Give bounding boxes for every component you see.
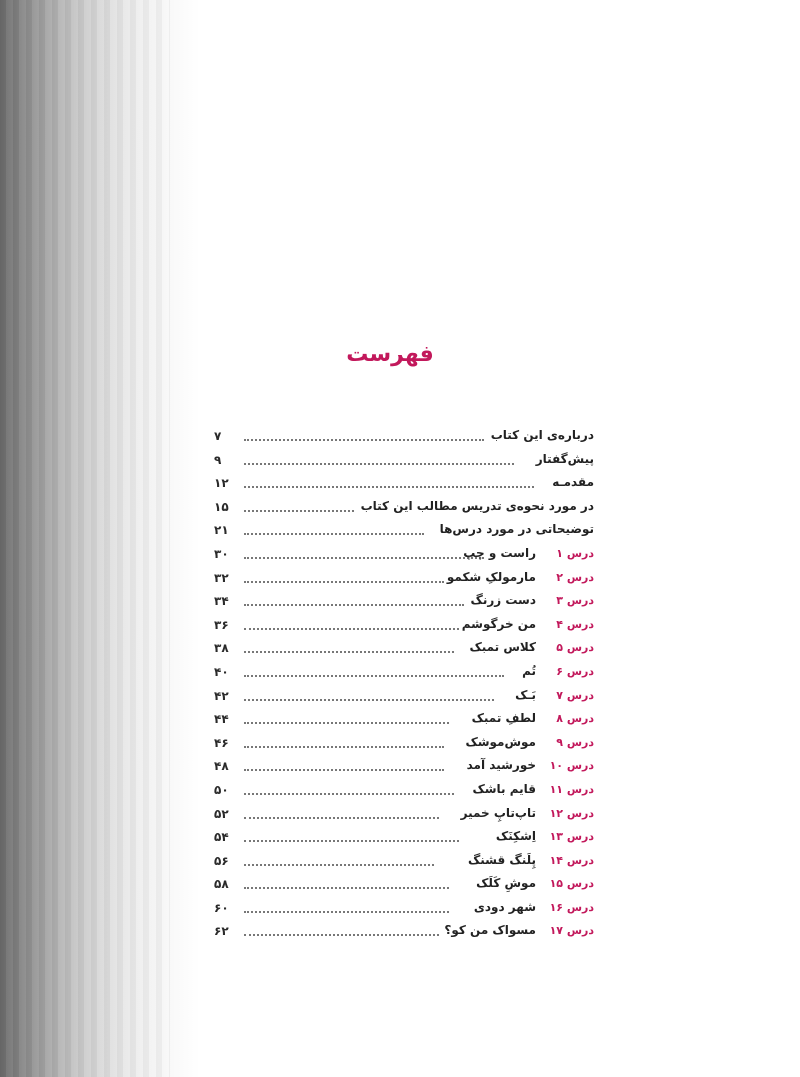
lesson-number: درس ۱۴ <box>549 853 594 867</box>
toc-row[interactable] <box>214 921 594 945</box>
dot-leader <box>244 696 494 701</box>
toc-page-number: ۴۸ <box>214 759 229 774</box>
spine-texture <box>0 0 170 1077</box>
toc-entry-label: من خرگوشم <box>461 616 536 631</box>
toc-row[interactable] <box>214 638 594 662</box>
toc-page-number: ۳۶ <box>214 617 229 632</box>
lesson-number: درس ۲ <box>556 570 594 584</box>
toc-row[interactable] <box>214 733 594 757</box>
dot-leader <box>244 483 534 488</box>
toc-entry-label: بَـک <box>515 687 536 702</box>
toc-row[interactable] <box>214 520 594 544</box>
toc-entry-label: اِشکِنَک <box>495 829 536 844</box>
dot-leader <box>244 436 484 441</box>
toc-page-number: ۲۱ <box>214 523 229 538</box>
toc-row[interactable] <box>214 450 594 474</box>
lesson-number: درس ۱۵ <box>549 877 594 891</box>
dot-leader <box>244 719 449 724</box>
toc-entry-label: مسواک من کو؟ <box>444 923 536 938</box>
dot-leader <box>244 908 449 913</box>
dot-leader <box>244 460 514 465</box>
dot-leader <box>244 601 464 606</box>
toc-page-number: ۷ <box>214 429 222 443</box>
toc-entry-label: راست و چپ <box>463 545 536 560</box>
toc-row[interactable] <box>214 874 594 898</box>
dot-leader <box>244 743 444 748</box>
toc-row[interactable] <box>214 426 594 450</box>
toc-entry-label: موش‌موشک <box>465 734 536 749</box>
toc-page-number: ۵۸ <box>214 877 229 892</box>
dot-leader <box>244 884 449 889</box>
dot-leader <box>244 507 354 512</box>
dot-leader <box>244 578 444 583</box>
toc-row[interactable] <box>214 827 594 851</box>
toc-page-number: ۴۰ <box>214 664 229 679</box>
lesson-number: درس ۷ <box>556 688 594 702</box>
toc-page-number: ۵۰ <box>214 782 229 797</box>
lesson-number: درس ۱۰ <box>549 759 594 773</box>
toc-page-number: ۶۲ <box>214 924 229 939</box>
toc-entry-label: درباره‌ی این کتاب <box>490 428 594 442</box>
toc-entry-label: خورشید آمد <box>466 758 536 773</box>
toc-page-number: ۴۲ <box>214 688 229 703</box>
lesson-number: درس ۶ <box>556 664 594 678</box>
dot-leader <box>244 861 434 866</box>
lesson-number: درس ۱۱ <box>549 782 594 796</box>
toc-page-number: ۴۶ <box>214 735 229 750</box>
toc-row[interactable] <box>214 780 594 804</box>
toc-row[interactable] <box>214 615 594 639</box>
toc-entry-label: قایم باشک <box>472 781 536 796</box>
toc-page-number: ۵۴ <box>214 830 229 845</box>
toc-page-number: ۳۰ <box>214 546 229 561</box>
dot-leader <box>244 530 424 535</box>
toc-page-number: ۳۸ <box>214 641 229 656</box>
dot-leader <box>244 672 504 677</box>
dot-leader <box>244 648 454 653</box>
toc-page-number: ۳۴ <box>214 594 229 609</box>
toc-entry-label: تُم <box>522 663 536 678</box>
dot-leader <box>244 790 454 795</box>
toc-row[interactable] <box>214 686 594 710</box>
toc-entry-label: موشِ کَلَک <box>476 876 536 891</box>
toc-entry-label: کلاس تمبک <box>469 640 536 655</box>
toc-page-number: ۳۲ <box>214 570 229 585</box>
lesson-number: درس ۱۷ <box>549 924 594 938</box>
toc-page-number: ۶۰ <box>214 900 229 915</box>
toc-entry-label: پیش‌گفتار <box>535 451 594 466</box>
toc-entry-label: پِلَنگ قشنگ <box>467 852 536 867</box>
dot-leader <box>244 554 484 559</box>
toc-entry-label: شهر دودی <box>473 899 536 914</box>
toc-row[interactable] <box>214 851 594 875</box>
toc-entry-label: مارمولکِ شکمو <box>446 569 536 584</box>
page-title: فهرست <box>346 342 434 367</box>
toc-row[interactable] <box>214 898 594 922</box>
lesson-number: درس ۸ <box>556 712 594 726</box>
lesson-number: درس ۱۶ <box>549 900 594 914</box>
toc-page-number: ۱۵ <box>214 499 229 514</box>
dot-leader <box>244 837 459 842</box>
toc-entry-label: لطفِ تمبک <box>471 711 536 726</box>
toc-row[interactable] <box>214 497 594 521</box>
toc-page-number: ۵۶ <box>214 853 229 868</box>
toc-row[interactable] <box>214 544 594 568</box>
toc-row[interactable] <box>214 756 594 780</box>
lesson-number: درس ۹ <box>556 735 594 749</box>
lesson-number: درس ۵ <box>556 641 594 655</box>
dot-leader <box>244 931 439 936</box>
lesson-number: درس ۴ <box>556 617 594 631</box>
toc-entry-label: در مورد نحوه‌ی تدریس مطالب این کتاب <box>360 498 594 513</box>
lesson-number: درس ۱۲ <box>549 806 594 820</box>
dot-leader <box>244 766 444 771</box>
dot-leader <box>244 814 439 819</box>
toc-page-number: ۴۴ <box>214 712 229 727</box>
lesson-number: درس ۳ <box>556 594 594 608</box>
toc-row[interactable] <box>214 709 594 733</box>
toc-page-number: ۹ <box>214 452 222 467</box>
toc-entry-label: توضیحاتی در مورد درس‌ها <box>439 522 594 537</box>
toc-page-number: ۵۲ <box>214 806 229 821</box>
toc-row[interactable] <box>214 473 594 497</box>
dot-leader <box>244 625 459 630</box>
toc-entry-label: مقدمـه <box>552 475 594 490</box>
table-of-contents <box>214 426 594 945</box>
toc-row[interactable] <box>214 662 594 686</box>
toc-page-number: ۱۲ <box>214 476 229 491</box>
lesson-number: درس ۱ <box>556 546 594 560</box>
toc-entry-label: تاپ‌تاپِ خمیر <box>460 805 536 820</box>
toc-row[interactable] <box>214 591 594 615</box>
lesson-number: درس ۱۳ <box>549 830 594 844</box>
toc-entry-label: دست زرنگ <box>470 593 536 608</box>
toc-row[interactable] <box>214 568 594 592</box>
toc-row[interactable] <box>214 804 594 828</box>
